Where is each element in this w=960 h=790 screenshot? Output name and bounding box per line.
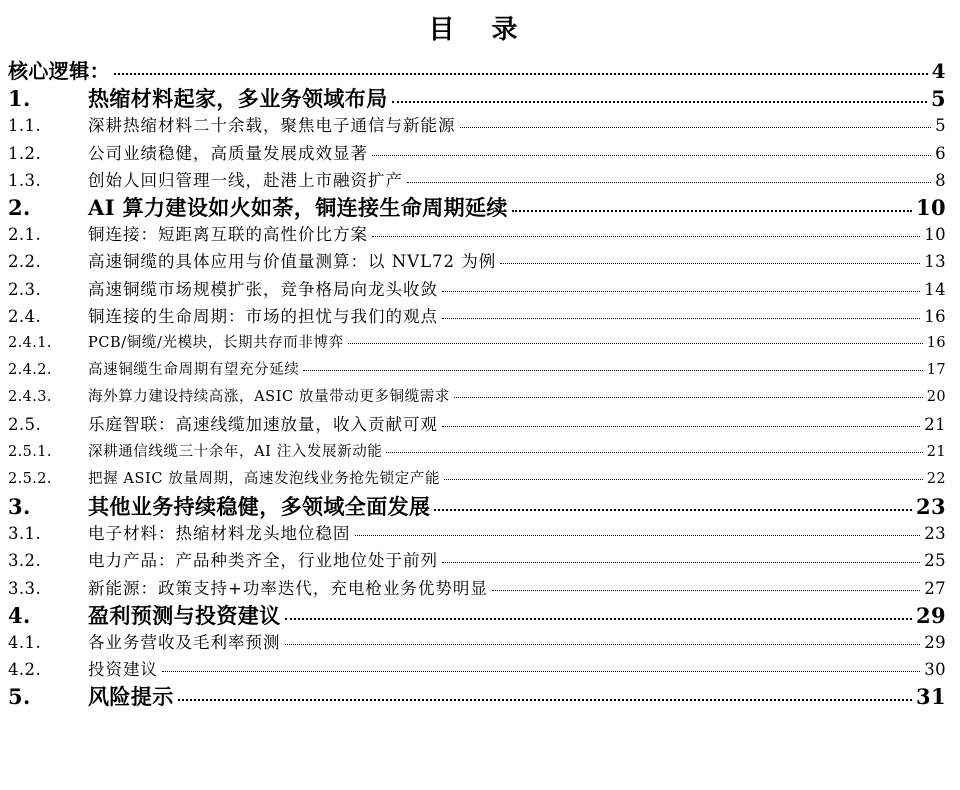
- dot-leader: [355, 535, 921, 536]
- toc-entry-page-number: 17: [926, 362, 946, 379]
- toc-entry-title: 海外算力建设持续高涨，ASIC 放量带动更多铜缆需求: [88, 389, 450, 406]
- toc-entry-title: 公司业绩稳健，高质量发展成效显著: [88, 143, 368, 163]
- toc-entry-page-number: 20: [926, 389, 946, 406]
- toc-entry[interactable]: [8, 575, 946, 602]
- toc-entry-number: 3.3.: [8, 578, 42, 598]
- toc-entry-title: 高速铜缆生命周期有望充分延续: [88, 362, 300, 379]
- toc-entry-page-number: 10: [915, 194, 946, 220]
- dot-leader: [285, 644, 921, 645]
- page-title: 目 录: [428, 15, 532, 45]
- toc-entry-page-number: 8: [935, 170, 946, 190]
- toc-entry-number: 2.4.3.: [8, 389, 52, 406]
- toc-entry[interactable]: [8, 520, 946, 547]
- toc-entry[interactable]: [8, 384, 946, 411]
- toc-entry-page-number: 31: [915, 684, 946, 710]
- toc-entry[interactable]: [8, 629, 946, 656]
- toc-entry-page-number: 5: [935, 116, 946, 136]
- toc-entry-page-number: 23: [915, 494, 946, 519]
- toc-entry-page-number: 16: [924, 306, 946, 326]
- dot-leader: [512, 210, 912, 212]
- toc-entry-title: 热缩材料起家，多业务领域布局: [88, 86, 388, 112]
- toc-entry-number: 3.2.: [8, 551, 42, 571]
- toc-entry[interactable]: [8, 466, 946, 493]
- toc-entry-page-number: 29: [915, 602, 946, 628]
- toc-entry-number: 2.1.: [8, 225, 42, 245]
- toc-entry-title: 其他业务持续稳健，多领域全面发展: [88, 494, 431, 519]
- toc-entry-number: 2.: [8, 194, 31, 220]
- toc-entry-title: 乐庭智联：高速线缆加速放量，收入贡献可观: [88, 415, 438, 435]
- toc-entry-title: 高速铜缆市场规模扩张，竞争格局向龙头收敛: [88, 279, 438, 299]
- toc-entry-title: 核心逻辑：: [8, 59, 110, 83]
- toc-entry-number: 2.3.: [8, 279, 42, 299]
- toc-entry-page-number: 30: [924, 660, 946, 680]
- toc-entry[interactable]: [8, 140, 946, 167]
- toc-entry-page-number: 29: [924, 632, 946, 652]
- toc-entry[interactable]: [8, 683, 946, 710]
- dot-leader: [114, 73, 928, 75]
- toc-entry-page-number: 14: [924, 279, 946, 299]
- dot-leader: [442, 291, 920, 292]
- toc-entry-page-number: 13: [924, 252, 946, 272]
- toc-entry-title: 盈利预测与投资建议: [88, 602, 281, 628]
- dot-leader: [178, 699, 912, 701]
- toc-entry-page-number: 16: [926, 334, 946, 351]
- toc-entry-page-number: 5: [930, 86, 946, 112]
- toc-entry-title: 把握 ASIC 放量周期，高速发泡线业务抢先锁定产能: [88, 470, 441, 487]
- toc-entry[interactable]: [8, 330, 946, 357]
- toc-entry-page-number: 22: [926, 470, 946, 487]
- toc-entry[interactable]: [8, 656, 946, 683]
- toc-entry-title: 创始人回归管理一线，赴港上市融资扩产: [88, 170, 403, 190]
- toc-entry-page-number: 23: [924, 524, 946, 544]
- toc-entry[interactable]: [8, 58, 946, 85]
- toc-entry-page-number: 25: [924, 551, 946, 571]
- dot-leader: [407, 182, 931, 183]
- dot-leader: [454, 397, 923, 398]
- toc-entry[interactable]: [8, 194, 946, 221]
- toc-entry[interactable]: [8, 493, 946, 520]
- toc-entry-number: 2.4.: [8, 306, 42, 326]
- dot-leader: [348, 343, 923, 344]
- table-of-contents: [8, 58, 946, 711]
- toc-entry[interactable]: [8, 602, 946, 629]
- toc-entry[interactable]: [8, 276, 946, 303]
- toc-entry[interactable]: [8, 357, 946, 384]
- dot-leader: [442, 562, 920, 563]
- toc-entry-number: 2.2.: [8, 252, 42, 272]
- dot-leader: [372, 236, 920, 237]
- toc-entry-page-number: 27: [924, 578, 946, 598]
- toc-entry-number: 2.5.1.: [8, 443, 52, 460]
- toc-entry[interactable]: [8, 112, 946, 139]
- toc-entry-number: 2.5.2.: [8, 470, 52, 487]
- toc-entry-page-number: 21: [926, 443, 946, 460]
- toc-entry-title: 各业务营收及毛利率预测: [88, 632, 281, 652]
- toc-entry-number: 4.2.: [8, 660, 42, 680]
- dot-leader: [386, 452, 922, 453]
- dot-leader: [303, 370, 922, 371]
- dot-leader: [444, 479, 923, 480]
- toc-entry-page-number: 6: [935, 143, 946, 163]
- dot-leader: [434, 509, 912, 511]
- toc-entry-number: 3.: [8, 494, 31, 519]
- toc-entry-title: 投资建议: [88, 660, 158, 680]
- toc-entry[interactable]: [8, 303, 946, 330]
- dot-leader: [460, 127, 932, 128]
- toc-entry-title: 铜连接：短距离互联的高性价比方案: [88, 225, 368, 245]
- toc-entry[interactable]: [8, 167, 946, 194]
- toc-entry-page-number: 4: [931, 59, 946, 83]
- toc-entry-title: 铜连接的生命周期：市场的担忧与我们的观点: [88, 306, 438, 326]
- toc-entry-title: AI 算力建设如火如荼，铜连接生命周期延续: [88, 194, 508, 220]
- toc-entry-title: 电力产品：产品种类齐全，行业地位处于前列: [88, 551, 438, 571]
- toc-entry-title: PCB/铜缆/光模块，长期共存而非博弈: [88, 334, 344, 351]
- toc-entry[interactable]: [8, 547, 946, 574]
- toc-entry[interactable]: [8, 439, 946, 466]
- dot-leader: [442, 318, 920, 319]
- toc-entry-title: 深耕通信线缆三十余年，AI 注入发展新动能: [88, 443, 383, 460]
- dot-leader: [392, 101, 927, 103]
- toc-entry-number: 4.: [8, 602, 31, 628]
- dot-leader: [285, 618, 912, 620]
- toc-entry-title: 高速铜缆的具体应用与价值量测算：以 NVL72 为例: [88, 252, 497, 272]
- toc-entry-number: 1.1.: [8, 116, 42, 136]
- toc-entry-number: 1.: [8, 86, 31, 112]
- toc-entry[interactable]: [8, 85, 946, 112]
- toc-entry[interactable]: [8, 221, 946, 248]
- toc-entry-number: 2.4.2.: [8, 362, 52, 379]
- toc-entry-number: 1.2.: [8, 143, 42, 163]
- dot-leader: [500, 263, 920, 264]
- toc-entry-number: 2.5.: [8, 415, 42, 435]
- toc-entry-page-number: 10: [924, 225, 946, 245]
- dot-leader: [442, 426, 920, 427]
- toc-entry-number: 4.1.: [8, 632, 42, 652]
- toc-entry-page-number: 21: [924, 415, 946, 435]
- toc-entry-title: 电子材料：热缩材料龙头地位稳固: [88, 524, 351, 544]
- toc-entry-title: 深耕热缩材料二十余载，聚焦电子通信与新能源: [88, 116, 456, 136]
- toc-entry-title: 新能源：政策支持+功率迭代，充电枪业务优势明显: [88, 578, 488, 598]
- dot-leader: [162, 671, 920, 672]
- toc-entry-number: 5.: [8, 684, 31, 710]
- dot-leader: [492, 590, 920, 591]
- toc-entry-number: 2.4.1.: [8, 334, 52, 351]
- dot-leader: [372, 155, 931, 156]
- toc-entry[interactable]: [8, 248, 946, 275]
- toc-entry-number: 3.1.: [8, 524, 42, 544]
- toc-entry[interactable]: [8, 411, 946, 438]
- toc-entry-title: 风险提示: [88, 684, 174, 710]
- toc-entry-number: 1.3.: [8, 170, 42, 190]
